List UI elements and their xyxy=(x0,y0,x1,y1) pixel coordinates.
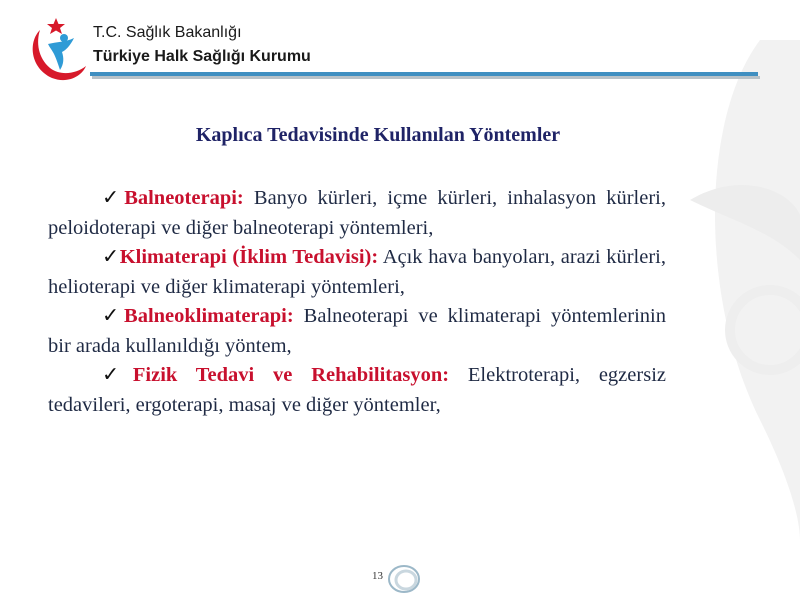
method-list xyxy=(48,184,666,420)
method-description: Banyo kürleri, içme kürleri, inhalasyon kürleri, peloidoterapi ve diğer balneoterapi yöntemleri, xyxy=(48,187,666,239)
checkmark-icon: ✓ xyxy=(102,246,120,268)
method-item-klimaterapi xyxy=(48,243,666,302)
header-rule xyxy=(90,72,758,76)
ministry-logo-icon xyxy=(26,12,90,84)
slide-title: Kaplıca Tedavisinde Kullanılan Yöntemler xyxy=(195,124,561,146)
page-number: 13 xyxy=(372,570,383,582)
checkmark-icon: ✓ xyxy=(102,187,125,209)
method-term: Balneoklimaterapi: xyxy=(124,305,294,327)
method-item-balneoklimaterapi xyxy=(48,302,666,361)
method-term: Balneoterapi: xyxy=(124,187,244,209)
checkmark-icon: ✓ xyxy=(102,364,133,386)
checkmark-icon: ✓ xyxy=(102,305,125,327)
method-description: Açık hava banyoları, arazi kürleri, helioterapi ve diğer klimaterapi yöntemleri, xyxy=(48,246,667,298)
page-swirl-icon xyxy=(386,562,422,596)
method-item-balneoterapi xyxy=(48,184,666,243)
method-term: Fizik Tedavi ve Rehabilitasyon: xyxy=(132,364,450,386)
method-item-fizik-tedavi xyxy=(48,361,666,420)
method-term: Klimaterapi (İklim Tedavisi): xyxy=(119,246,379,268)
method-description: Elektroterapi, egzersiz tedavileri, ergoterapi, masaj ve diğer yöntemler, xyxy=(48,364,666,416)
method-description: Balneoterapi ve klimaterapi yöntemlerinin bir arada kullanıldığı yöntem, xyxy=(48,305,666,357)
header-rule-shadow xyxy=(92,76,760,79)
ministry-name: T.C. Sağlık Bakanlığı xyxy=(93,24,242,41)
institution-name: Türkiye Halk Sağlığı Kurumu xyxy=(93,48,311,65)
